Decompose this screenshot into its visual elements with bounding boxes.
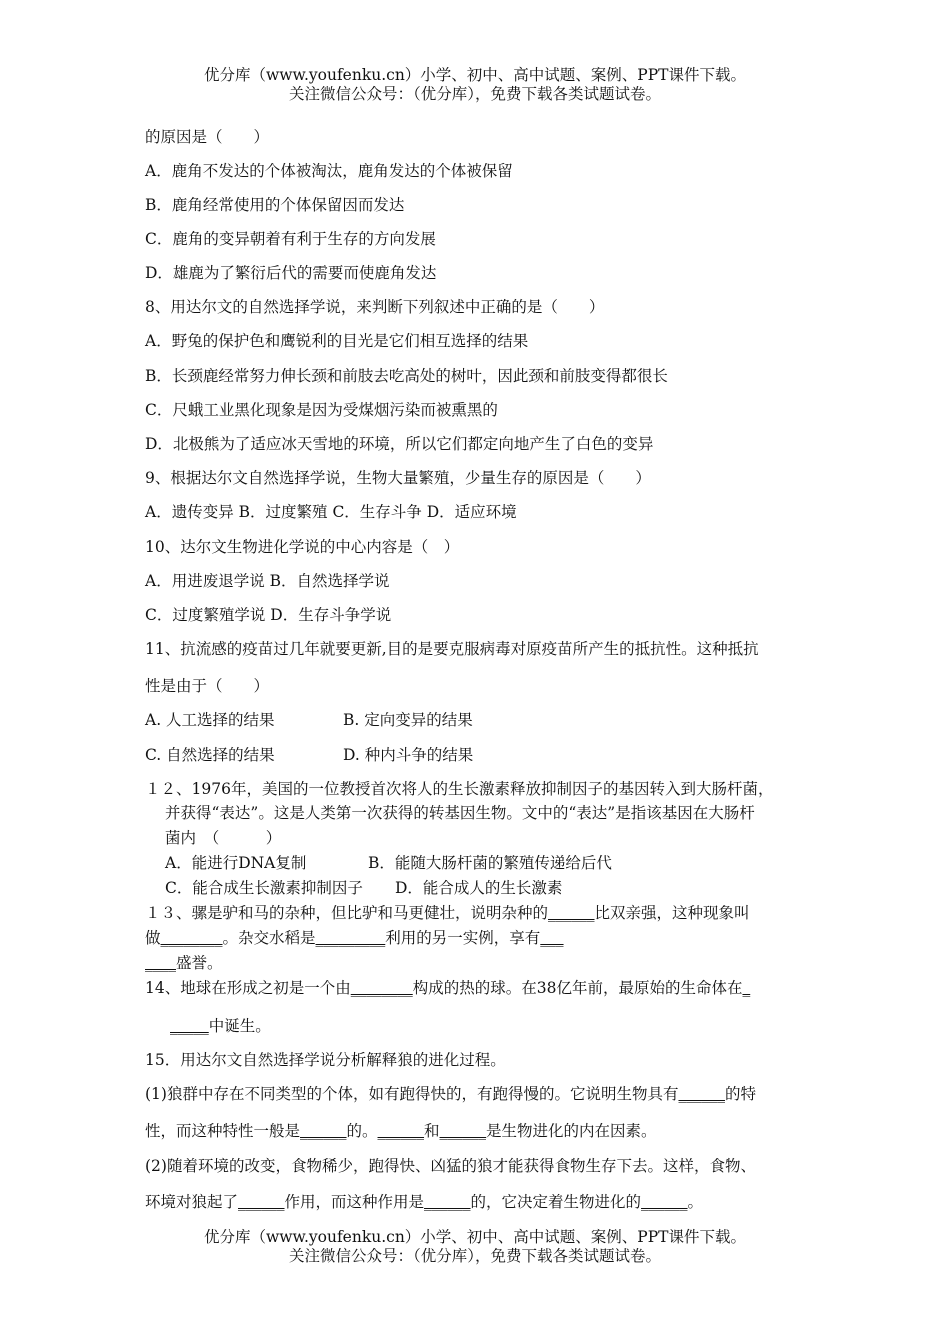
question-12-cont-2: 菌内 （ ） <box>165 829 282 847</box>
question-11: 11、抗流感的疫苗过几年就要更新,目的是要克服病毒对原疫苗所产生的抵抗性。这种抵抗 <box>145 640 759 658</box>
q12-option-c: C．能合成生长激素抑制因子 <box>165 879 363 897</box>
q11-option-b: B. 定向变异的结果 <box>343 711 473 729</box>
text-segment: 利用的另一实例，享有 <box>385 929 541 947</box>
fill-blank: ________ <box>160 929 223 947</box>
question-12: １２、1976年，美国的一位教授首次将人的生长激素释放抑制因子的基因转入到大肠杆菌， <box>145 780 774 798</box>
fill-blank: _ <box>742 979 751 997</box>
text-segment: 盛誉。 <box>176 954 223 972</box>
question-14-line-2 <box>170 1016 271 1036</box>
fill-blank: ______ <box>678 1085 725 1103</box>
q12-option-a: A．能进行DNA复制 <box>165 854 307 872</box>
q8-option-b: B．长颈鹿经常努力伸长颈和前肢去吃高处的树叶，因此颈和前肢变得都很长 <box>145 367 668 385</box>
q8-option-d: D．北极熊为了适应冰天雪地的环境，所以它们都定向地产生了白色的变异 <box>145 435 654 453</box>
text-segment: (1)狼群中存在不同类型的个体，如有跑得快的，有跑得慢的。它说明生物具有 <box>145 1085 679 1103</box>
text-segment: 构成的热的球。在38亿年前，最原始的生命体在 <box>412 979 743 997</box>
text-segment: 和 <box>424 1122 440 1140</box>
question-13-line-2 <box>145 928 564 948</box>
question-9: 9、根据达尔文自然选择学说，生物大量繁殖，少量生存的原因是（ ） <box>145 469 651 487</box>
question-14-line-1 <box>145 978 750 998</box>
question-13-line-3 <box>145 953 223 973</box>
text-segment: 性，而这种特性一般是 <box>145 1122 301 1140</box>
q7-option-b: B．鹿角经常使用的个体保留因而发达 <box>145 196 405 214</box>
q11-option-a: A. 人工选择的结果 <box>145 711 275 729</box>
text-segment: 比双亲强，这种现象叫 <box>594 904 750 922</box>
q8-option-c: C．尺蛾工业黑化现象是因为受煤烟污染而被熏黑的 <box>145 401 498 419</box>
text-segment: 环境对狼起了 <box>145 1193 239 1211</box>
fill-blank: ______ <box>377 1122 425 1140</box>
fill-blank: ___ <box>540 929 564 947</box>
fill-blank: ______ <box>238 1193 285 1211</box>
text-segment: 。杂交水稻是 <box>222 929 316 947</box>
q10-options-cd: C．过度繁殖学说 D．生存斗争学说 <box>145 606 392 624</box>
fill-blank: _________ <box>315 929 386 947</box>
question-12-cont-1: 并获得“表达”。这是人类第一次获得的转基因生物。文中的“表达”是指该基因在大肠杆 <box>165 804 755 822</box>
fill-blank: ______ <box>641 1193 688 1211</box>
q15-part-2-line-2 <box>145 1192 703 1212</box>
q8-option-a: A．野兔的保护色和鹰锐利的目光是它们相互选择的结果 <box>145 332 529 350</box>
text-segment: 做 <box>145 929 161 947</box>
q12-option-b: B．能随大肠杆菌的繁殖传递给后代 <box>368 854 612 872</box>
q11-option-d: D. 种内斗争的结果 <box>343 746 474 764</box>
q15-part-2-line-1: (2)随着环境的改变，食物稀少，跑得快、凶猛的狼才能获得食物生存下去。这样，食物、 <box>145 1157 756 1175</box>
q15-part-1-line-2 <box>145 1121 657 1141</box>
text-segment: 中诞生。 <box>208 1017 271 1035</box>
header-line-1: 优分库（www.youfenku.cn）小学、初中、高中试题、案例、PPT课件下载。 <box>203 66 747 84</box>
text-segment: 14、地球在形成之初是一个由 <box>145 979 351 997</box>
question-11-cont: 性是由于（ ） <box>145 677 270 695</box>
footer-line-2: 关注微信公众号：（优分库），免费下载各类试题试卷。 <box>288 1247 661 1265</box>
text-segment: 的，它决定着生物进化的 <box>470 1193 642 1211</box>
footer-line-1: 优分库（www.youfenku.cn）小学、初中、高中试题、案例、PPT课件下载。 <box>203 1228 747 1246</box>
fill-blank: ______ <box>300 1122 347 1140</box>
question-15: 15．用达尔文自然选择学说分析解释狼的进化过程。 <box>145 1051 506 1069</box>
fill-blank: ______ <box>424 1193 471 1211</box>
text-segment: １３、骡是驴和马的杂种，但比驴和马更健壮，说明杂种的 <box>145 904 549 922</box>
text-segment: 作用，而这种作用是 <box>284 1193 425 1211</box>
fill-blank: ____ <box>145 954 176 972</box>
question-8: 8、用达尔文的自然选择学说，来判断下列叙述中正确的是（ ） <box>145 298 605 316</box>
q7-option-d: D．雄鹿为了繁衍后代的需要而使鹿角发达 <box>145 264 437 282</box>
question-10: 10、达尔文生物进化学说的中心内容是（ ） <box>145 538 460 556</box>
text-segment: 。 <box>687 1193 704 1211</box>
q10-options-ab: A．用进废退学说 B．自然选择学说 <box>145 572 390 590</box>
text-segment: 的特 <box>724 1085 756 1103</box>
text-segment: 的。 <box>346 1122 378 1140</box>
q15-part-1-line-1 <box>145 1084 756 1104</box>
fill-blank: _____ <box>170 1017 209 1035</box>
text-segment: 是生物进化的内在因素。 <box>486 1122 657 1140</box>
q12-option-d: D．能合成人的生长激素 <box>395 879 563 897</box>
q7-option-a: A．鹿角不发达的个体被淘汰，鹿角发达的个体被保留 <box>145 162 513 180</box>
fill-blank: ______ <box>548 904 595 922</box>
q7-option-c: C．鹿角的变异朝着有利于生存的方向发展 <box>145 230 436 248</box>
page-footer <box>0 1228 950 1266</box>
fill-blank: ________ <box>350 979 413 997</box>
q11-option-c: C. 自然选择的结果 <box>145 746 275 764</box>
question-7-stem-end: 的原因是（ ） <box>145 128 270 146</box>
fill-blank: ______ <box>439 1122 487 1140</box>
header-line-2: 关注微信公众号：（优分库），免费下载各类试题试卷。 <box>288 85 661 103</box>
question-13-line-1 <box>145 903 750 923</box>
page-header <box>0 66 950 104</box>
q9-options: A．遗传变异 B．过度繁殖 C．生存斗争 D．适应环境 <box>145 503 517 521</box>
